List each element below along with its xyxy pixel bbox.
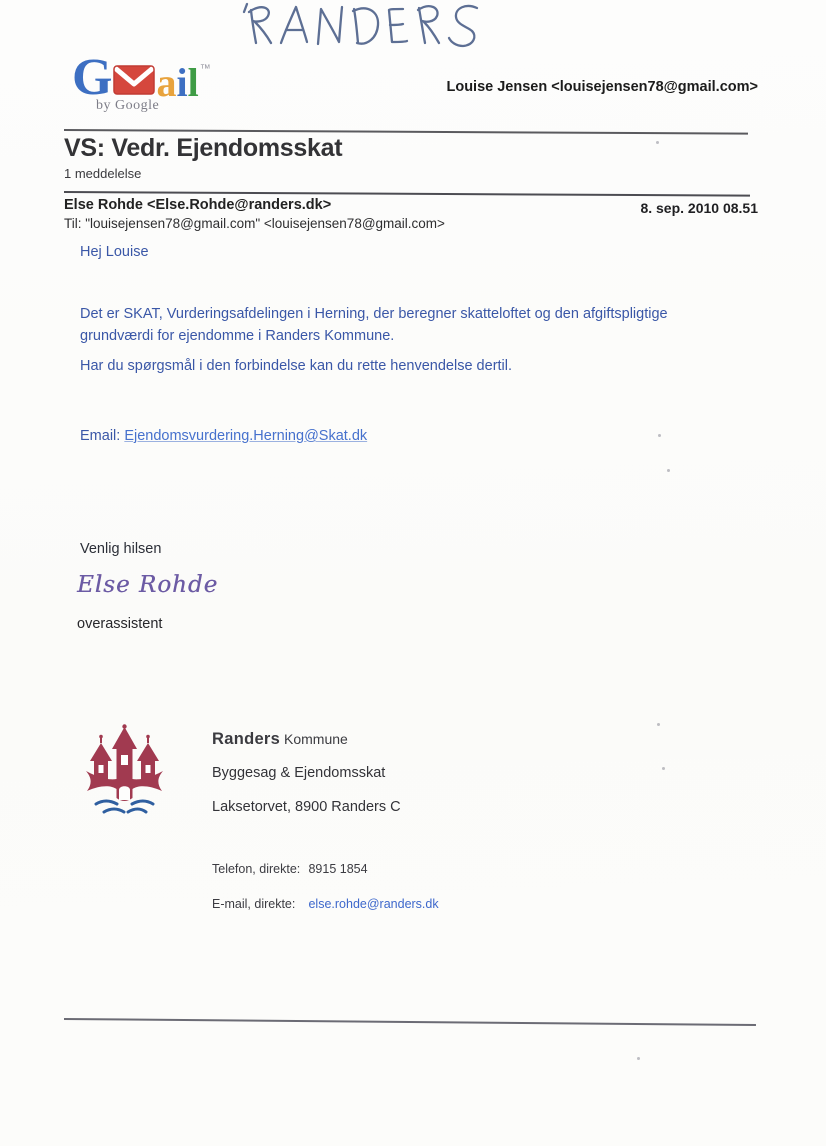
sender-line: Else Rohde <Else.Rohde@randers.dk> [64, 197, 332, 213]
scan-speck [662, 767, 665, 770]
org-name-line [212, 730, 348, 749]
direct-email-label: E-mail, direkte: [212, 897, 296, 911]
body-paragraph-1: Det er SKAT, Vurderingsafdelingen i Herning, der beregner skatteloftet og den afgiftspligtige grundværdi for ejendomme i Randers Kommune. [80, 306, 668, 345]
account-owner: Louise Jensen <louisejensen78@gmail.com> [446, 79, 758, 95]
gmail-logo-letter-i: i [176, 60, 188, 106]
divider-subject [64, 191, 750, 197]
greeting-text: Hej Louise [80, 244, 149, 260]
signature-job-title: overassistent [77, 616, 163, 632]
department-line: Byggesag & Ejendomsskat [212, 765, 386, 781]
divider-bottom [64, 1018, 756, 1026]
recipient-line: Til: "louisejensen78@gmail.com" <louisejensen78@gmail.com> [64, 216, 445, 231]
scan-speck [658, 434, 661, 437]
message-count: 1 meddelelse [64, 166, 142, 181]
message-header [64, 197, 758, 231]
email-contact-line [80, 428, 367, 444]
gmail-envelope-icon [113, 65, 155, 98]
gmail-logo-letter-a: a [156, 60, 177, 106]
scan-speck [667, 469, 670, 472]
org-name-rest: Kommune [280, 731, 348, 747]
handwriting-icon [225, 0, 525, 50]
castle-icon [84, 724, 166, 820]
direct-email-link[interactable]: else.rohde@randers.dk [308, 897, 439, 911]
scan-speck [657, 723, 660, 726]
email-row [212, 897, 439, 911]
gmail-logo-letter-l: l [187, 60, 199, 106]
scan-speck [656, 141, 659, 144]
org-name-bold: Randers [212, 730, 281, 748]
handwritten-note-randers [225, 0, 525, 55]
address-line: Laksetorvet, 8900 Randers C [212, 799, 401, 815]
randers-kommune-logo [84, 724, 166, 825]
phone-label: Telefon, direkte: [212, 862, 301, 876]
gmail-logo [72, 49, 292, 114]
trademark-symbol: ™ [199, 62, 211, 75]
closing-text: Venlig hilsen [80, 541, 162, 557]
email-subject: VS: Vedr. Ejendomsskat [64, 134, 343, 162]
gmail-logo-letter-g: G [72, 49, 113, 106]
signature-script: Else Rohde [77, 572, 219, 598]
skat-email-link[interactable]: Ejendomsvurdering.Herning@Skat.dk [124, 428, 368, 444]
scan-speck [637, 1057, 640, 1060]
phone-value: 8915 1854 [308, 862, 368, 876]
subject-block [64, 134, 342, 181]
email-label: Email: [80, 428, 125, 444]
phone-row [212, 862, 368, 876]
body-paragraph-2: Har du spørgsmål i den forbindelse kan du rette henvendelse dertil. [80, 358, 513, 374]
gmail-byline: by Google [96, 98, 160, 114]
message-date: 8. sep. 2010 08.51 [640, 200, 758, 216]
